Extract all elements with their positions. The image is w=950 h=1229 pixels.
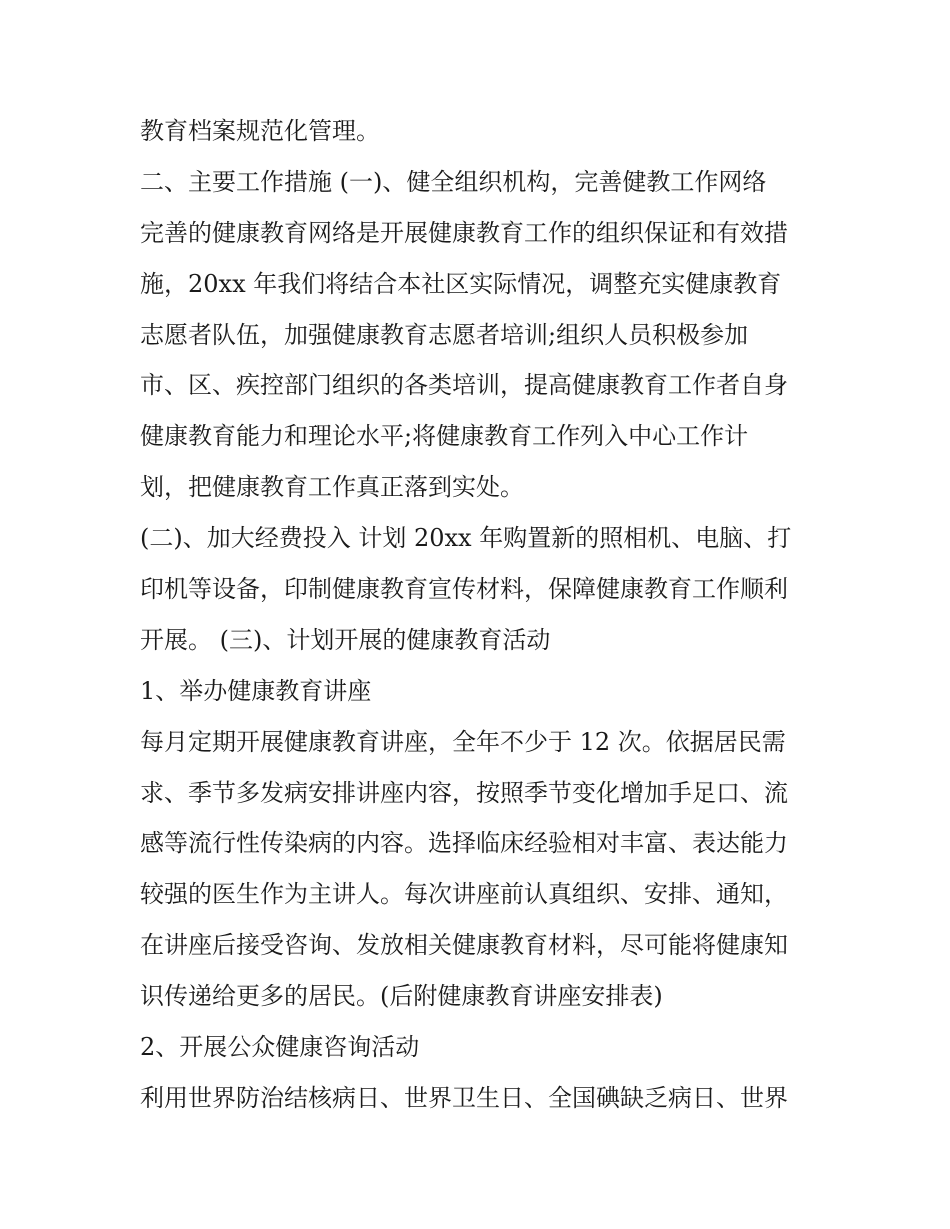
text-line: 印机等设备，印制健康教育宣传材料，保障健康教育工作顺利 [140, 575, 788, 604]
text-line: 教育档案规范化管理。 [140, 117, 380, 145]
text-line: 较强的医生作为主讲人。每次讲座前认真组织、安排、通知， [140, 880, 788, 909]
text-line: 开展。 (三)、计划开展的健康教育活动 [140, 625, 551, 654]
subheading-consultation: 2、开展公众健康咨询活动 [140, 1033, 420, 1062]
text-line: (二)、加大经费投入 计划 20xx 年购置新的照相机、电脑、打 [140, 524, 792, 553]
text-line: 市、区、疾控部门组织的各类培训，提高健康教育工作者自身 [140, 371, 788, 400]
text-line: 在讲座后接受咨询、发放相关健康教育材料，尽可能将健康知 [140, 931, 788, 960]
text-line: 每月定期开展健康教育讲座，全年不少于 12 次。依据居民需 [140, 727, 786, 756]
section-heading-measures: 二、主要工作措施 (一)、健全组织机构，完善健教工作网络 [140, 167, 767, 196]
text-line: 志愿者队伍，加强健康教育志愿者培训;组织人员积极参加 [140, 320, 749, 349]
text-line: 利用世界防治结核病日、世界卫生日、全国碘缺乏病日、世界 [140, 1083, 788, 1112]
text-line: 施，20xx 年我们将结合本社区实际情况，调整充实健康教育 [140, 269, 782, 298]
text-line: 划，把健康教育工作真正落到实处。 [140, 473, 524, 502]
document-body [140, 106, 830, 1124]
subheading-lectures: 1、举办健康教育讲座 [140, 676, 372, 705]
text-line: 感等流行性传染病的内容。选择临床经验相对丰富、表达能力 [140, 829, 788, 858]
text-line: 求、季节多发病安排讲座内容，按照季节变化增加手足口、流 [140, 778, 788, 807]
text-line: 识传递给更多的居民。(后附健康教育讲座安排表) [140, 982, 663, 1011]
text-line: 完善的健康教育网络是开展健康教育工作的组织保证和有效措 [140, 218, 788, 247]
text-line: 健康教育能力和理论水平;将健康教育工作列入中心工作计 [140, 422, 749, 451]
